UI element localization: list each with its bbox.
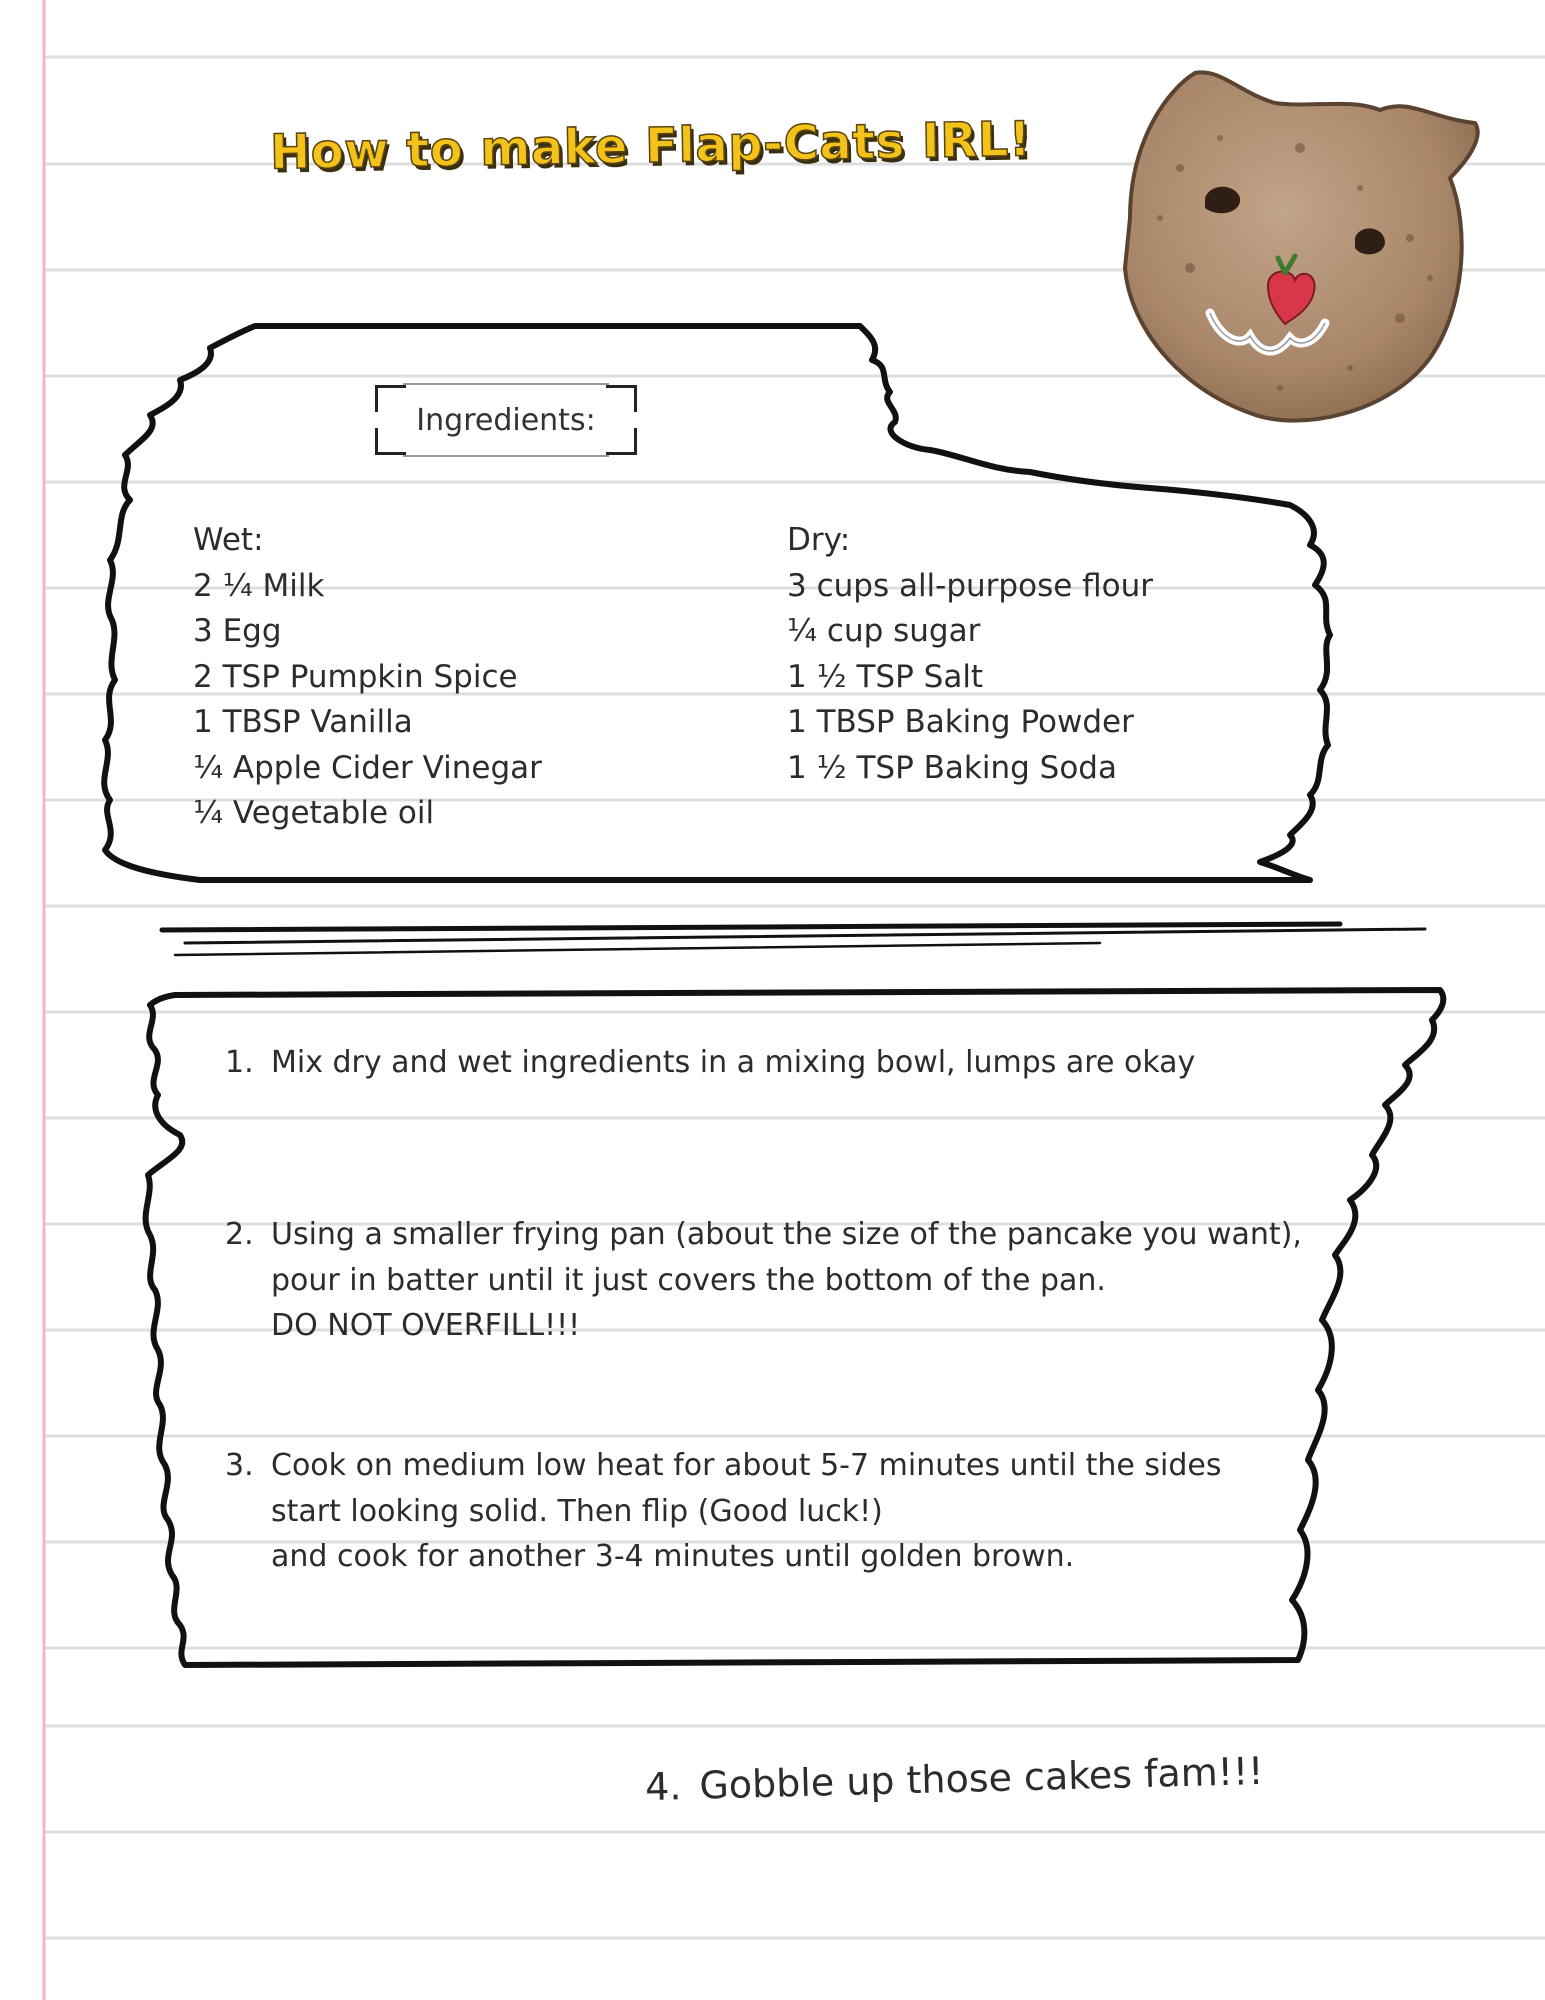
step-text: Mix dry and wet ingredients in a mixing bowl, lumps are okay	[271, 1045, 1196, 1080]
list-item: 1 ½ TSP Salt	[787, 658, 984, 695]
step-text: pour in batter until it just covers the bottom of the pan.	[271, 1262, 1106, 1298]
step-text: start looking solid. Then flip (Good luck!)	[271, 1493, 883, 1529]
list-item: 1 ½ TSP Baking Soda	[787, 749, 1117, 786]
step-3	[225, 1443, 1221, 1580]
dry-heading: Dry:	[787, 522, 851, 558]
step-text: Gobble up those cakes fam!!!	[698, 1748, 1264, 1808]
step-number: 4.	[644, 1764, 682, 1810]
step-number: 3.	[225, 1448, 254, 1483]
list-item: 3 Egg	[193, 613, 282, 649]
list-item: 2 TSP Pumpkin Spice	[193, 658, 518, 695]
cat-pancake-illustration	[1100, 68, 1490, 438]
list-item: 2 ¼ Milk	[193, 567, 325, 604]
step-number: 1.	[225, 1045, 254, 1080]
ingredients-label	[375, 385, 637, 455]
step-1	[225, 1040, 1195, 1086]
wet-ingredients-list	[193, 518, 542, 837]
page-title: How to make Flap-Cats IRL!	[269, 111, 1032, 181]
step-2	[225, 1212, 1302, 1349]
list-item: 1 TBSP Baking Powder	[787, 704, 1134, 740]
list-item: ¼ Vegetable oil	[193, 795, 435, 831]
step-number: 2.	[225, 1217, 254, 1252]
list-item: ¼ cup sugar	[787, 613, 981, 649]
step-text: and cook for another 3-4 minutes until golden brown.	[271, 1539, 1075, 1574]
dry-ingredients-list	[787, 518, 1153, 791]
step-text: Cook on medium low heat for about 5-7 minutes until the sides	[271, 1448, 1222, 1483]
wet-heading: Wet:	[193, 522, 264, 558]
ingredients-heading: Ingredients:	[416, 402, 596, 438]
list-item: 1 TBSP Vanilla	[193, 704, 413, 740]
list-item: ¼ Apple Cider Vinegar	[193, 749, 542, 786]
list-item: 3 cups all-purpose flour	[787, 567, 1154, 604]
step-text: DO NOT OVERFILL!!!	[271, 1308, 581, 1343]
step-text: Using a smaller frying pan (about the size of the pancake you want),	[271, 1217, 1302, 1252]
